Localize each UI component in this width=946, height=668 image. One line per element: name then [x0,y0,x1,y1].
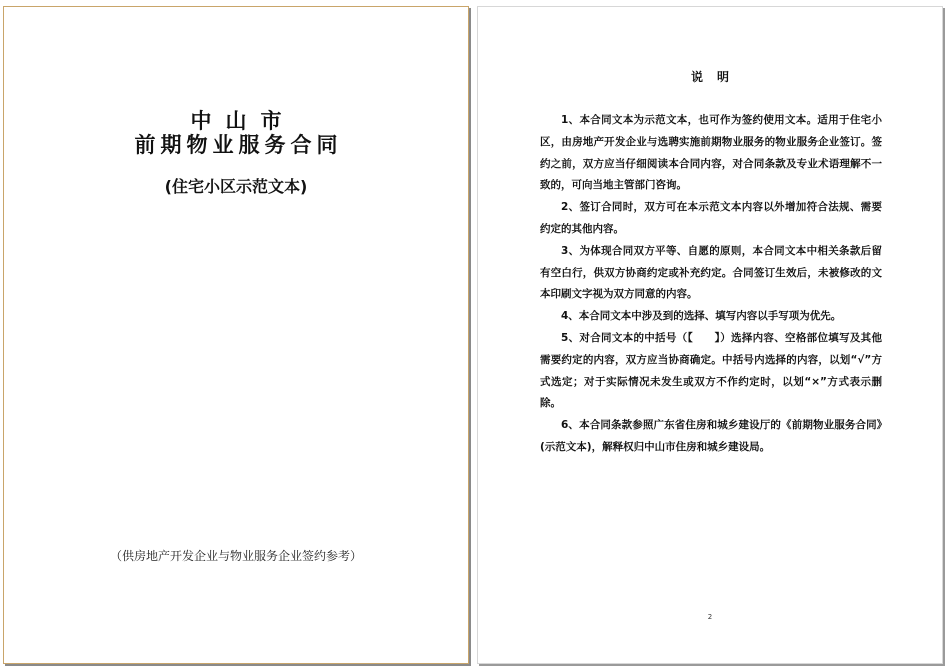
note-paragraph-1: 1、本合同文本为示范文本，也可作为签约使用文本。适用于住宅小区，由房地产开发企业与选聘实施前期物业服务的物业服务企业签订。签约之前，双方应当仔细阅读本合同内容，对合同条款及专业术语理解不一致的，可向当地主管部门咨询。 [540,114,882,192]
note-paragraph-4: 4、本合同文本中涉及到的选择、填写内容以手写项为优先。 [561,310,842,323]
notes-heading: 说明 [690,70,743,84]
note-paragraph-3: 3、为体现合同双方平等、自愿的原则，本合同文本中相关条款后留有空白行，供双方协商约定或补充约定。合同签订生效后，未被修改的文本印刷文字视为双方同意的内容。 [540,244,882,301]
notes-body [540,110,882,459]
cover-page [3,6,469,664]
page-number: 2 [707,613,713,621]
cover-city: 中山市 [190,109,296,133]
cover-footnote: （供房地产开发企业与物业服务企业签约参考） [109,549,362,563]
note-paragraph-2: 2、签订合同时，双方可在本示范文本内容以外增加符合法规、需要约定的其他内容。 [540,201,882,235]
cover-title: 前期物业服务合同 [134,133,343,157]
note-paragraph-5: 5、对合同文本的中括号（【 】）选择内容、空格部位填写及其他需要约定的内容，双方应当协商确定。中括号内选择的内容，以划“√”方式选定；对于实际情况未发生或双方不作约定时，以划“×”方式表示删除。 [540,331,882,410]
note-paragraph-6: 6、本合同条款参照广东省住房和城乡建设厅的《前期物业服务合同》(示范文本)，解释权归中山市住房和城乡建设局。 [540,419,882,453]
notes-page [477,6,943,664]
cover-subtitle: (住宅小区示范文本) [164,177,308,196]
